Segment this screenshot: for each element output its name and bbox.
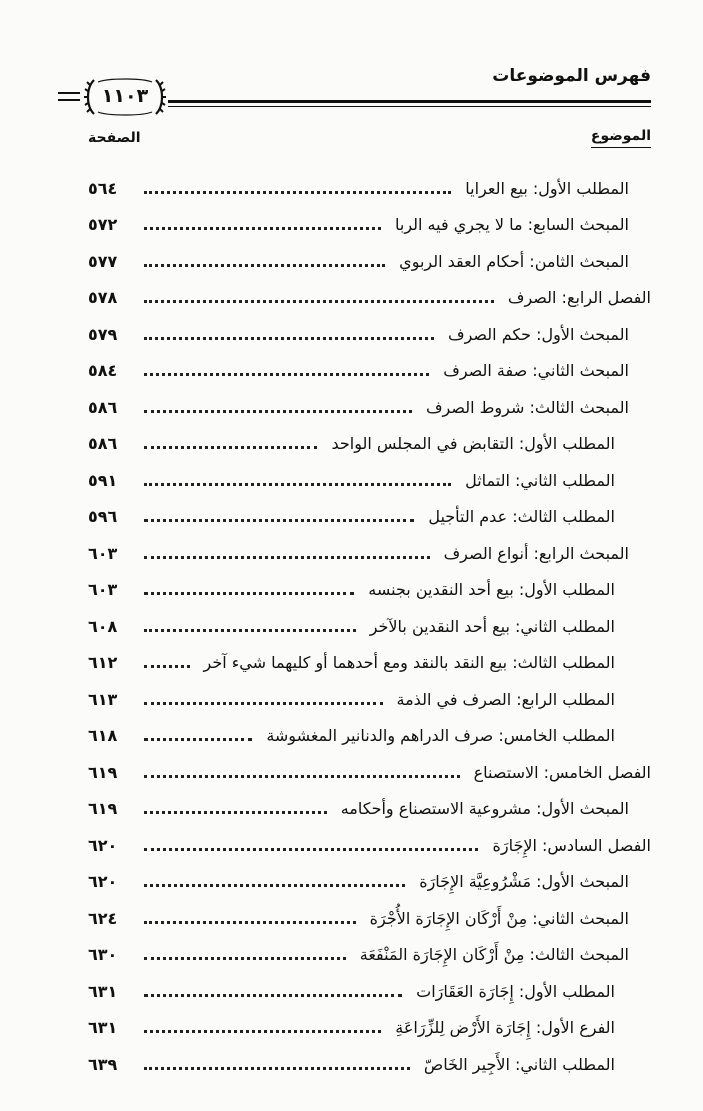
toc-entry xyxy=(88,937,651,974)
toc-entry-page: ٥٨٤ xyxy=(88,361,118,381)
toc-entry-page: ٥٨٦ xyxy=(88,434,118,454)
toc-entry xyxy=(88,1046,651,1083)
toc-entry xyxy=(88,608,651,645)
column-header-topic: الموضوع xyxy=(591,128,651,148)
toc-entry xyxy=(88,864,651,901)
toc-entry-title: المطلب الثاني: الأَجِير الخَاصّ xyxy=(423,1054,615,1074)
toc-entry-title: الفصل الرابع: الصرف xyxy=(507,288,651,308)
toc-entry-title: المطلب الثالث: بيع النقد بالنقد ومع أحدهما أو كليهما شيء آخر xyxy=(203,653,615,673)
toc-entry-page: ٥٧٧ xyxy=(88,251,118,271)
toc-entry xyxy=(88,1010,651,1047)
toc-entry-title: المبحث الثامن: أحكام العقد الربوي xyxy=(399,251,629,271)
toc-entry-title: الفرع الأول: إِجَارَة الأَرْض لِلزِّرَاعَةِ xyxy=(395,1018,615,1038)
toc-entry xyxy=(88,389,651,426)
leader-dots xyxy=(144,1030,381,1033)
toc-entry-page: ٦١٨ xyxy=(88,726,118,746)
toc-entry-title: المبحث الثاني: صفة الصرف xyxy=(443,361,629,381)
leader-dots xyxy=(144,994,402,997)
toc-entry xyxy=(88,207,651,244)
toc-entry-page: ٦٢٤ xyxy=(88,908,118,928)
toc-entry xyxy=(88,754,651,791)
toc-entry-title: المبحث الأول: حكم الصرف xyxy=(448,324,629,344)
leader-dots xyxy=(144,446,317,449)
toc-entry-title: المبحث الثاني: مِنْ أَرْكَان الإِجَارَة الأُجْرَة xyxy=(369,908,629,928)
leader-dots xyxy=(144,556,430,559)
toc-entry xyxy=(88,681,651,718)
toc-entry-title: المبحث السابع: ما لا يجري فيه الربا xyxy=(394,215,629,235)
leader-dots xyxy=(144,483,451,486)
leader-dots xyxy=(144,410,412,413)
toc-entry-title: المبحث الثالث: شروط الصرف xyxy=(425,397,629,417)
leader-dots xyxy=(144,957,346,960)
leader-dots xyxy=(144,811,327,814)
leader-dots xyxy=(144,665,190,668)
leader-dots xyxy=(144,884,405,887)
toc-entry-page: ٥٨٦ xyxy=(88,397,118,417)
toc-entry-title: المبحث الأول: مشروعية الاستصناع وأحكامه xyxy=(340,799,629,819)
toc-entry-page: ٦٣١ xyxy=(88,981,118,1001)
toc-entry-title: المطلب الرابع: الصرف في الذمة xyxy=(396,689,615,709)
header-rule-thin xyxy=(168,106,651,107)
leader-dots xyxy=(144,519,414,522)
toc-entry-page: ٦١٩ xyxy=(88,799,118,819)
leader-dots xyxy=(144,300,494,303)
toc-entry-title: المطلب الخامس: صرف الدراهم والدنانير المغشوشة xyxy=(266,726,615,746)
toc-entry-page: ٥٩٦ xyxy=(88,507,118,527)
toc-entry-title: المطلب الأول: التقابض في المجلس الواحد xyxy=(331,434,615,454)
toc-entry-title: الفصل السادس: الإِجَارَة xyxy=(492,835,651,855)
toc-entry xyxy=(88,900,651,937)
leader-dots xyxy=(144,264,385,267)
page-number: ١١٠٣ xyxy=(101,85,149,107)
toc-entry xyxy=(88,718,651,755)
toc-entry-title: المبحث الثالث: مِنْ أَرْكَان الإِجَارَة المَنْفَعَة xyxy=(359,945,629,965)
toc-entry-page: ٦٢٠ xyxy=(88,872,118,892)
toc-entry-page: ٦٠٨ xyxy=(88,616,118,636)
column-header-page: الصفحة xyxy=(88,130,141,146)
toc-entry-page: ٦٣٩ xyxy=(88,1054,118,1074)
toc-entry-title: المبحث الأول: مَشْرُوعِيَّة الإِجَارَة xyxy=(419,872,629,892)
leader-dots xyxy=(144,227,381,230)
toc-entry-page: ٥٩١ xyxy=(88,470,118,490)
double-dash-ornament xyxy=(58,92,80,106)
toc-entry xyxy=(88,426,651,463)
running-title: فهرس الموضوعات xyxy=(492,66,651,86)
leader-dots xyxy=(144,1067,410,1070)
toc-entry xyxy=(88,499,651,536)
toc-entry xyxy=(88,791,651,828)
leader-dots xyxy=(144,921,356,924)
toc-entry-page: ٦٠٣ xyxy=(88,580,118,600)
leader-dots xyxy=(144,629,356,632)
toc-entry xyxy=(88,535,651,572)
toc-entry-page: ٥٦٤ xyxy=(88,178,118,198)
leader-dots xyxy=(144,373,429,376)
toc-entry-page: ٦١٢ xyxy=(88,653,118,673)
toc-entry xyxy=(88,645,651,682)
leader-dots xyxy=(144,702,383,705)
leader-dots xyxy=(144,191,451,194)
toc-entry-page: ٥٧٩ xyxy=(88,324,118,344)
toc-entry-page: ٦١٩ xyxy=(88,762,118,782)
toc-entry-title: المبحث الرابع: أنواع الصرف xyxy=(443,543,629,563)
page-number-ornament xyxy=(84,76,166,118)
toc-entry-page: ٦٠٣ xyxy=(88,543,118,563)
toc-entry xyxy=(88,462,651,499)
toc-entry xyxy=(88,170,651,207)
leader-dots xyxy=(144,738,252,741)
toc-entry-page: ٥٧٨ xyxy=(88,288,118,308)
toc-entry-page: ٦٣١ xyxy=(88,1018,118,1038)
toc-entry-page: ٥٧٢ xyxy=(88,215,118,235)
leader-dots xyxy=(144,592,354,595)
header-rule-thick xyxy=(168,100,651,103)
toc-entry-title: المطلب الثاني: التماثل xyxy=(465,470,615,490)
toc-entry xyxy=(88,243,651,280)
page-header xyxy=(58,60,651,120)
toc-entry xyxy=(88,280,651,317)
toc-entry xyxy=(88,353,651,390)
toc-entry-title: المطلب الأول: بيع العرايا xyxy=(465,178,629,198)
toc-entry xyxy=(88,316,651,353)
toc-list xyxy=(88,170,651,1083)
toc-entry xyxy=(88,572,651,609)
toc-entry-title: المطلب الثالث: عدم التأجيل xyxy=(428,507,615,527)
toc-entry-page: ٦٢٠ xyxy=(88,835,118,855)
leader-dots xyxy=(144,337,434,340)
leader-dots xyxy=(144,848,478,851)
leader-dots xyxy=(144,775,460,778)
toc-entry-page: ٦١٣ xyxy=(88,689,118,709)
toc-entry xyxy=(88,827,651,864)
toc-entry-title: المطلب الأول: إِجَارَة العَقَارَات xyxy=(416,981,615,1001)
toc-entry-title: المطلب الأول: بيع أحد النقدين بجنسه xyxy=(368,580,615,600)
toc-entry-page: ٦٣٠ xyxy=(88,945,118,965)
toc-entry xyxy=(88,973,651,1010)
toc-entry-title: الفصل الخامس: الاستصناع xyxy=(473,762,651,782)
toc-entry-title: المطلب الثاني: بيع أحد النقدين بالآخر xyxy=(369,616,615,636)
